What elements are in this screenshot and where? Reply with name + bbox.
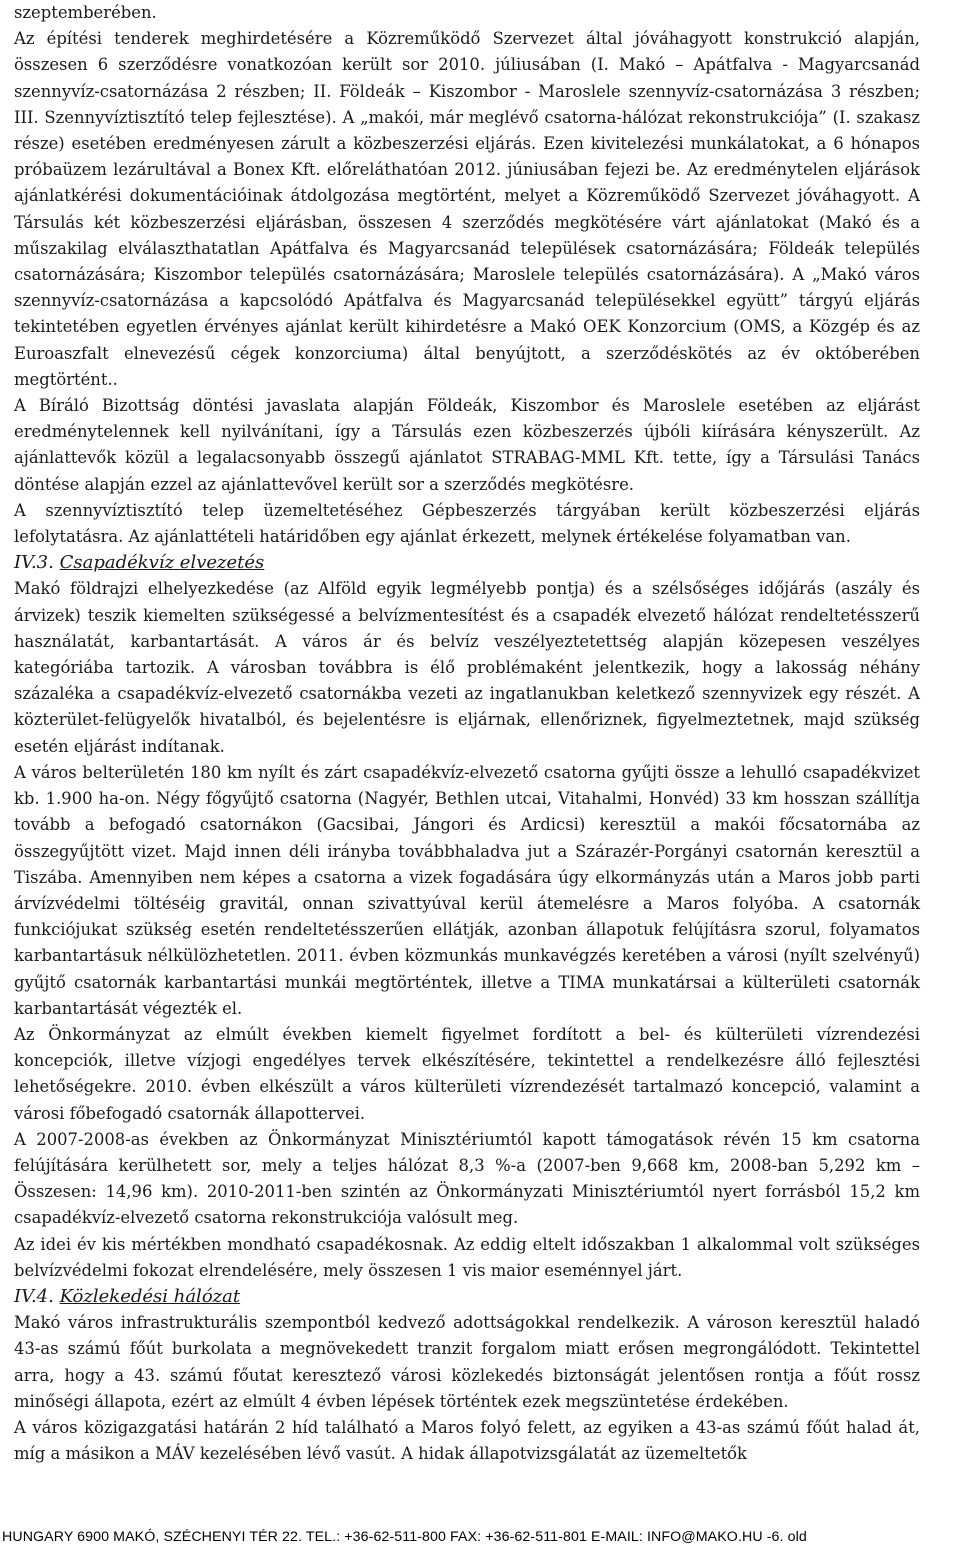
section-title: Közlekedési hálózat <box>59 1285 241 1307</box>
section-title: Csapadékvíz elvezetés <box>59 552 265 574</box>
paragraph: Az Önkormányzat az elmúlt években kiemelt figyelmet fordított a bel- és külterületi vízrendezési koncepciók, illetve vízjogi engedélyes tervek elkészítésére, tekintettel a rendelkezésre álló fejlesztési lehetőségekre. 2010. évben elkészült a város külterületi vízrendezését tartalmazó koncepció, valamint a városi főbefogadó csatornák állapottervei. <box>14 1024 920 1123</box>
paragraph: A város közigazgatási határán 2 híd található a Maros folyó felett, az egyiken a 43-as számú főút halad át, míg a másikon a MÁV kezelésében lévő vasút. A hidak állapotvizsgálatát az üzemeltetők <box>14 1417 920 1464</box>
paragraph: Makó földrajzi elhelyezkedése (az Alföld egyik legmélyebb pontja) és a szélsőséges időjárás (aszály és árvizek) teszik kiemelten szükségessé a belvízmentesítést és a csapadék elvezető hálózat rendeltetésszerű használatát, karbantartását. A város ár és belvíz veszélyeztetettség alapján közepesen veszélyes kategóriába tartozik. A városban továbbra is élő problémaként jelentkezik, hogy a lakosság néhány százaléka a csapadékvíz-elvezető csatornákba vezeti az ingatlanukban keletkező szennyvizek egy részét. A közterület-felügyelők hivatalból, és bejelentésre is eljárnak, ellenőriznek, figyelmeztetnek, majd szükség esetén eljárást indítanak. <box>14 579 920 756</box>
paragraph: Az építési tenderek meghirdetésére a Közreműködő Szervezet által jóváhagyott konstrukció alapján, összesen 6 szerződésre vonatkozóan került sor 2010. júliusában (I. Makó – Apátfalva - Magyarcsanád szennyvíz-csatornázása 2 részben; II. Földeák – Kiszombor - Maroslele szennyvíz-csatornázása 3 részben; III. Szennyvíztisztító telep fejlesztése). A „makói, már meglévő csatorna-hálózat rekonstrukciója” (I. szakasz része) esetében eredményesen zárult a közbeszerzési eljárás. Ezen kivitelezési munkálatokat, a 6 hónapos próbaüzem lezárultával a Bonex Kft. előreláthatóan 2012. júniusában fejezi be. Az eredménytelen eljárások ajánlatkérési dokumentációinak átdolgozása megtörtént, melyet a Közreműködő Szervezet jóváhagyott. A Társulás két közbeszerzési eljárásban, összesen 4 szerződés megkötésére várt ajánlatokat (Makó és a műszakilag elválaszthatatlan Apátfalva és Magyarcsanád települések csatornázására; Földeák település csatornázására; Kiszombor település csatornázására; Maroslele település csatornázására). A „Makó város szennyvíz-csatornázása a kapcsolódó Apátfalva és Magyarcsanád településekkel együtt” tárgyú eljárás tekintetében egyetlen érvényes ajánlat került kihirdetésre a Makó OEK Konzorcium (OMS, a Közgép és az Euroaszfalt elnevezésű cégek konzorciuma) által benyújtott, a szerződéskötés az év októberében megtörtént.. <box>14 29 920 389</box>
paragraph: A város belterületén 180 km nyílt és zárt csapadékvíz-elvezető csatorna gyűjti össze a lehulló csapadékvizet kb. 1.900 ha-on. Négy főgyűjtő csatorna (Nagyér, Bethlen utcai, Vitahalmi, Honvéd) 33 km hosszan szállítja tovább a befogadó csatornákon (Gacsibai, Jángori és Ardicsi) keresztül a makói főcsatornába az összegyűjtött vizet. Majd innen déli irányba továbbhaladva jut a Szárazér-Porgányi csatornán keresztül a Tiszába. Amennyiben nem képes a csatorna a vizek fogadására úgy elkormányzás után a Maros jobb parti árvízvédelmi töltéséig gravitál, onnan szivattyúval kerül átemelésre a Maros folyóba. A csatornák funkciójukat szükség esetén rendeltetésszerűen ellátják, azonban állapotuk felújításra szorul, folyamatos karbantartásuk nélkülözhetetlen. 2011. évben közmunkás munkavégzés keretében a városi (nyílt szelvényű) gyűjtő csatornák karbantartási munkái megtörténtek, illetve a TIMA munkatársai a külterületi csatornák karbantartását végezték el. <box>14 762 920 1018</box>
paragraph: A 2007-2008-as években az Önkormányzat Minisztériumtól kapott támogatások révén 15 km csatorna felújítására kerülhetett sor, mely a teljes hálózat 8,3 %-a (2007-ben 9,668 km, 2008-ban 5,292 km – Összesen: 14,96 km). 2010-2011-ben szintén az Önkormányzati Minisztériumtól nyert forrásból 15,2 km csapadékvíz-elvezető csatorna rekonstrukciója valósult meg. <box>14 1129 920 1228</box>
section-heading-kozlekedes <box>14 1284 920 1310</box>
page-footer: HUNGARY 6900 MAKÓ, SZÉCHENYI TÉR 22. TEL.: +36-62-511-800 FAX: +36-62-511-801 E-MAIL: INFO@MAKO.HU -6. old <box>2 1529 807 1545</box>
paragraph: szeptemberében. <box>14 3 157 22</box>
paragraph: Makó város infrastrukturális szempontból kedvező adottságokkal rendelkezik. A városon keresztül haladó 43-as számú főút burkolata a megnövekedett tranzit forgalom miatt erősen megrongálódott. Tekintettel arra, hogy a 43. számú főutat keresztező városi közlekedés biztonságát jelentősen rontja a főút rossz minőségi állapota, ezért az elmúlt 4 évben lépések történtek ezek megszüntetése érdekében. <box>14 1313 920 1411</box>
paragraph: A szennyvíztisztító telep üzemeltetéséhez Gépbeszerzés tárgyában került közbeszerzési eljárás lefolytatásra. Az ajánlattételi határidőben egy ajánlat érkezett, melynek értékelése folyamatban van. <box>14 500 920 547</box>
section-heading-csapadekviz <box>14 550 920 576</box>
section-number: IV.3. <box>14 552 54 574</box>
document-page <box>14 0 920 1467</box>
paragraph: A Bíráló Bizottság döntési javaslata alapján Földeák, Kiszombor és Maroslele esetében az eljárást eredménytelennek kell nyilvánítani, így a Társulás ezen közbeszerzés újbóli kiírására kényszerült. Az ajánlattevők közül a legalacsonyabb összegű ajánlatot STRABAG-MML Kft. tette, így a Társulási Tanács döntése alapján ezzel az ajánlattevővel került sor a szerződés megkötésre. <box>14 396 920 494</box>
section-number: IV.4. <box>14 1285 54 1307</box>
paragraph: Az idei év kis mértékben mondható csapadékosnak. Az eddig eltelt időszakban 1 alkalommal volt szükséges belvízvédelmi fokozat elrendelésére, mely összesen 1 vis maior eseménnyel járt. <box>14 1234 920 1280</box>
